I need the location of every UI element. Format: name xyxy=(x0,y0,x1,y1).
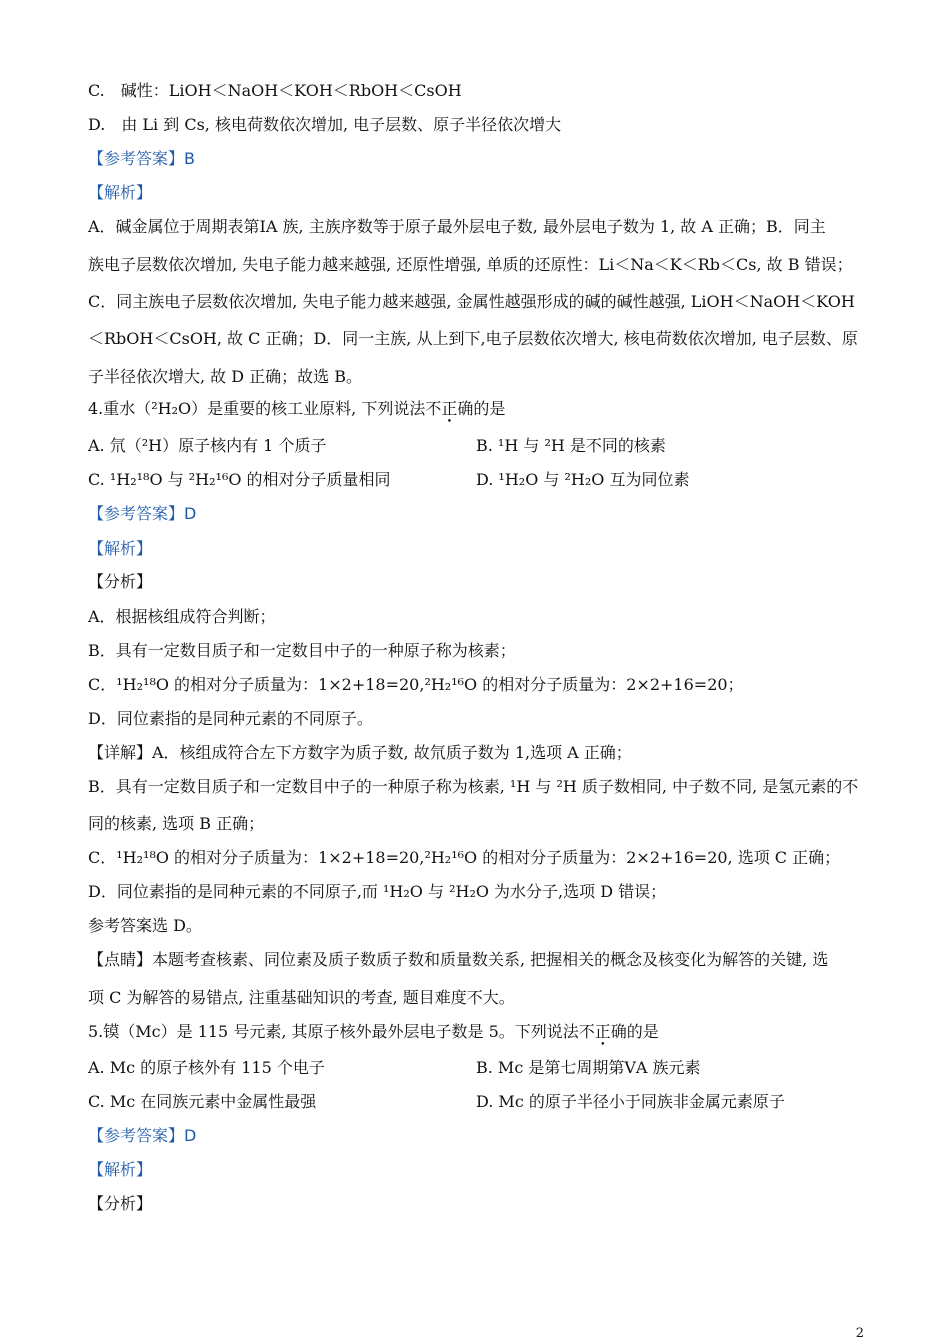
q4-option-a: A. 氘（²H）原子核内有 1 个质子 xyxy=(88,436,327,455)
analysis-label: 【解析】 xyxy=(88,1160,153,1179)
analysis-line: A．根据核组成符合判断； xyxy=(88,607,276,626)
fenxi-label: 【分析】 xyxy=(88,572,153,591)
analysis-line: 子半径依次增大, 故 D 正确；故选 B。 xyxy=(88,367,363,386)
emphasis-dotted-text: 不正确 xyxy=(578,1022,627,1041)
fenxi-label: 【分析】 xyxy=(88,1194,153,1213)
analysis-line: ＜RbOH＜CsOH, 故 C 正确；D．同一主族, 从上到下,电子层数依次增大, 核电荷数依次增加, 电子层数、原 xyxy=(88,329,858,348)
q5-option-c: C. Mc 在同族元素中金属性最强 xyxy=(88,1092,317,1111)
detail-line: 参考答案选 D。 xyxy=(88,916,202,935)
option-c-text: C. 碱性：LiOH＜NaOH＜KOH＜RbOH＜CsOH xyxy=(88,81,462,100)
question-4-stem-end: 的是 xyxy=(473,399,506,418)
analysis-line: C．¹H₂¹⁸O 的相对分子质量为：1×2+18=20,²H₂¹⁶O 的相对分子质量为：2×2+16=20； xyxy=(88,675,744,694)
analysis-line: A．碱金属位于周期表第ⅠA 族, 主族序数等于原子最外层电子数, 最外层电子数为 1, 故 A 正确；B．同主 xyxy=(88,217,826,236)
detail-line: D．同位素指的是同种元素的不同原子,而 ¹H₂O 与 ²H₂O 为水分子,选项 D 错误； xyxy=(88,882,667,901)
analysis-label: 【解析】 xyxy=(88,183,153,202)
q4-option-b: B. ¹H 与 ²H 是不同的核素 xyxy=(476,436,666,455)
question-5-stem: 5.镆（Mc）是 115 号元素, 其原子核外最外层电子数是 5。下列说法 xyxy=(88,1022,579,1041)
comment-line: 项 C 为解答的易错点, 注重基础知识的考查, 题目难度不大。 xyxy=(88,988,515,1007)
analysis-label: 【解析】 xyxy=(88,539,153,558)
q5-option-d: D. Mc 的原子半径小于同族非金属元素原子 xyxy=(476,1092,785,1111)
page-number: 2 xyxy=(855,1326,864,1341)
detail-line: 同的核素, 选项 B 正确； xyxy=(88,814,265,833)
question-4 xyxy=(88,398,505,420)
answer-value: B xyxy=(184,149,195,168)
detail-line: C．¹H₂¹⁸O 的相对分子质量为：1×2+18=20,²H₂¹⁶O 的相对分子质量为：2×2+16=20, 选项 C 正确； xyxy=(88,848,841,867)
emphasis-dotted-text: 不正确 xyxy=(425,399,474,418)
question-4-stem: 4.重水（²H₂O）是重要的核工业原料, 下列说法 xyxy=(88,399,426,418)
answer-label xyxy=(88,1125,196,1147)
answer-prefix: 【参考答案】 xyxy=(88,504,185,523)
answer-value: D xyxy=(184,1126,197,1145)
analysis-line: C．同主族电子层数依次增加, 失电子能力越来越强, 金属性越强形成的碱的碱性越强, LiOH＜NaOH＜KOH xyxy=(88,292,855,311)
analysis-line: 族电子层数依次增加, 失电子能力越来越强, 还原性增强, 单质的还原性：Li＜Na＜K＜Rb＜Cs, 故 B 错误； xyxy=(88,255,853,274)
q4-option-c: C. ¹H₂¹⁸O 与 ²H₂¹⁶O 的相对分子质量相同 xyxy=(88,470,391,489)
answer-prefix: 【参考答案】 xyxy=(88,149,185,168)
answer-label xyxy=(88,148,195,170)
q5-option-a: A. Mc 的原子核外有 115 个电子 xyxy=(88,1058,325,1077)
answer-value: D xyxy=(184,504,197,523)
analysis-line: D．同位素指的是同种元素的不同原子。 xyxy=(88,709,373,728)
detail-line: 【详解】A．核组成符合左下方数字为质子数, 故氘质子数为 1,选项 A 正确； xyxy=(88,743,632,762)
detail-line: B．具有一定数目质子和一定数目中子的一种原子称为核素, ¹H 与 ²H 质子数相同, 中子数不同, 是氢元素的不 xyxy=(88,777,859,796)
answer-label xyxy=(88,503,196,525)
question-5 xyxy=(88,1021,659,1043)
option-d-text: D. 由 Li 到 Cs, 核电荷数依次增加, 电子层数、原子半径依次增大 xyxy=(88,115,562,134)
question-5-stem-end: 的是 xyxy=(626,1022,659,1041)
q4-option-d: D. ¹H₂O 与 ²H₂O 互为同位素 xyxy=(476,470,690,489)
q5-option-b: B. Mc 是第七周期第ⅤA 族元素 xyxy=(476,1058,701,1077)
analysis-line: B．具有一定数目质子和一定数目中子的一种原子称为核素； xyxy=(88,641,516,660)
comment-line: 【点睛】本题考查核素、同位素及质子数质子数和质量数关系, 把握相关的概念及核变化为解答的关键, 选 xyxy=(88,950,829,969)
answer-prefix: 【参考答案】 xyxy=(88,1126,185,1145)
